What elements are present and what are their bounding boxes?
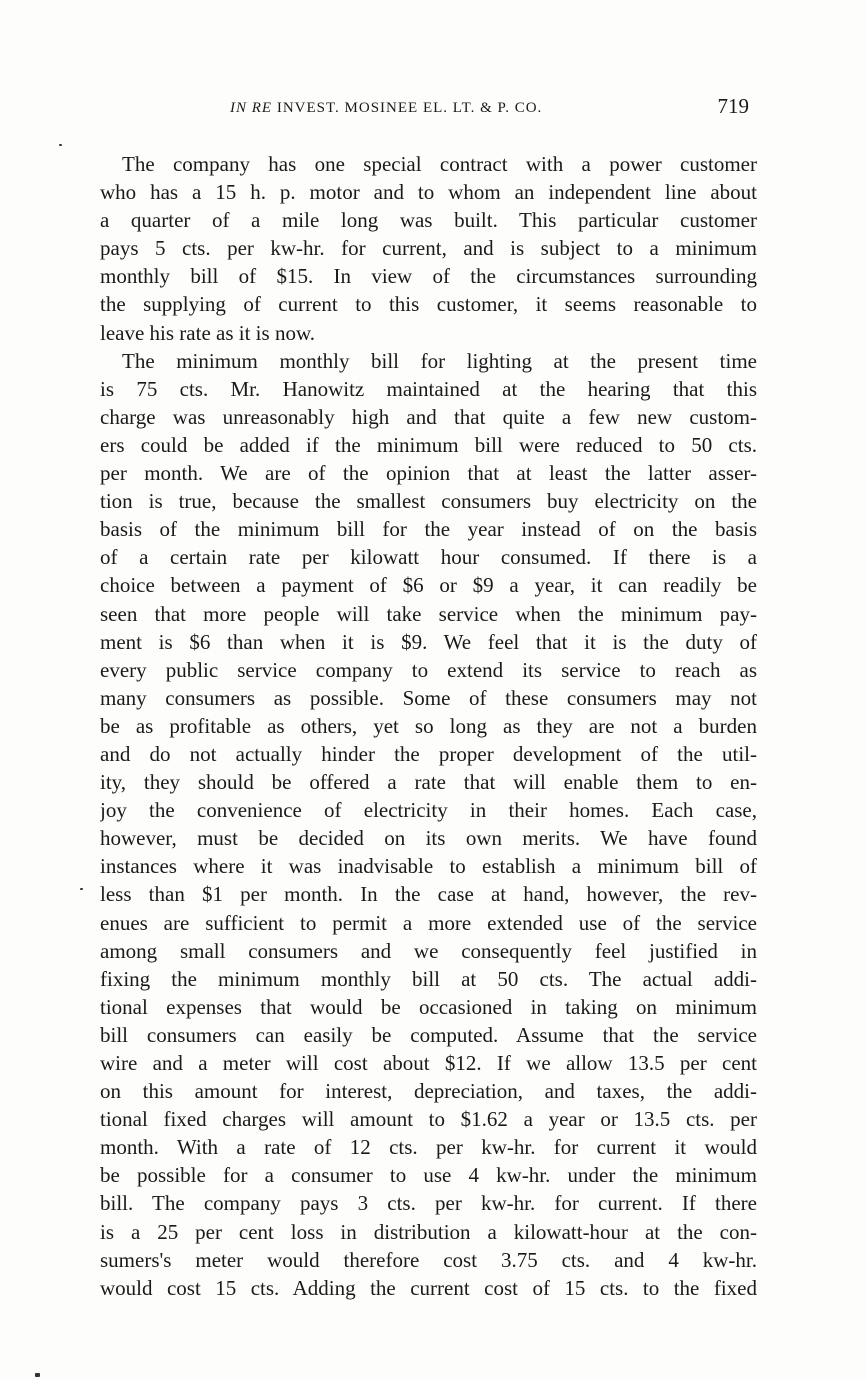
- text-line: and do not actually hinder the proper development of the util-: [100, 741, 757, 766]
- text-line: less than $1 per month. In the case at hand, however, the rev-: [100, 882, 757, 907]
- text-line: wire and a meter will cost about $12. If we allow 13.5 per cent: [100, 1051, 757, 1075]
- text-line: a quarter of a mile long was built. This particular customer: [100, 208, 757, 233]
- paragraph-1: [100, 150, 757, 347]
- text-line: tion is true, because the smallest consumers buy electricity on the: [100, 489, 757, 514]
- text-line: tional fixed charges will amount to $1.62 a year or 13.5 cts. per: [100, 1107, 757, 1132]
- body-text: [100, 150, 757, 1302]
- text-line: among small consumers and we consequently feel justified in: [100, 938, 757, 963]
- running-head: [100, 94, 755, 124]
- text-line: on this amount for interest, depreciation, and taxes, the addi-: [100, 1079, 757, 1104]
- text-line: per month. We are of the opinion that at least the latter asser-: [100, 461, 757, 486]
- print-speck: [59, 144, 62, 146]
- text-line: month. With a rate of 12 cts. per kw-hr. for current it would: [100, 1135, 757, 1160]
- text-line: be possible for a consumer to use 4 kw-hr. under the minimum: [100, 1163, 757, 1188]
- text-line: ity, they should be offered a rate that will enable them to en-: [100, 770, 757, 795]
- running-title: [230, 100, 542, 117]
- text-line: fixing the minimum monthly bill at 50 cts. The actual addi-: [100, 966, 757, 991]
- text-line: the supplying of current to this customer, it seems reasonable to: [100, 292, 757, 317]
- text-line: The minimum monthly bill for lighting at the present time: [122, 348, 757, 373]
- text-line: bill. The company pays 3 cts. per kw-hr. for current. If there: [100, 1191, 757, 1216]
- text-line: who has a 15 h. p. motor and to whom an independent line about: [100, 180, 757, 205]
- text-line: joy the convenience of electricity in their homes. Each case,: [100, 798, 757, 823]
- text-line: sumers's meter would therefore cost 3.75 cts. and 4 kw-hr.: [100, 1247, 757, 1272]
- text-line: would cost 15 cts. Adding the current cost of 15 cts. to the fixed: [100, 1275, 757, 1300]
- text-line: enues are sufficient to permit a more extended use of the service: [100, 910, 757, 935]
- text-line: of a certain rate per kilowatt hour consumed. If there is a: [100, 545, 757, 570]
- paragraph-2: [100, 347, 757, 1302]
- text-line: ers could be added if the minimum bill were reduced to 50 cts.: [100, 432, 757, 457]
- text-line: The company has one special contract with a power customer: [122, 152, 757, 176]
- text-line: every public service company to extend its service to reach as: [100, 657, 757, 682]
- text-line: bill consumers can easily be computed. Assume that the service: [100, 1022, 757, 1047]
- running-title-text: INVEST. MOSINEE EL. LT. & P. CO.: [276, 100, 543, 116]
- text-line: tional expenses that would be occasioned in taking on minimum: [100, 994, 757, 1019]
- text-line: seen that more people will take service when the minimum pay-: [100, 601, 757, 626]
- text-line: basis of the minimum bill for the year instead of on the basis: [100, 517, 757, 542]
- text-line: pays 5 cts. per kw-hr. for current, and is subject to a minimum: [100, 236, 757, 261]
- text-line: leave his rate as it is now.: [100, 320, 315, 345]
- text-line: is 75 cts. Mr. Hanowitz maintained at the hearing that this: [100, 376, 757, 401]
- text-line: be as profitable as others, yet so long as they are not a burden: [100, 713, 757, 738]
- text-line: many consumers as possible. Some of these consumers may not: [100, 685, 757, 710]
- page-number: 719: [717, 94, 749, 118]
- text-line: however, must be decided on its own merits. We have found: [100, 826, 757, 851]
- print-speck: [35, 1373, 40, 1377]
- text-line: charge was unreasonably high and that quite a few new custom-: [100, 404, 757, 429]
- print-speck: [80, 888, 83, 890]
- text-line: ment is $6 than when it is $9. We feel that it is the duty of: [100, 629, 757, 654]
- text-line: instances where it was inadvisable to establish a minimum bill of: [100, 854, 757, 879]
- text-line: is a 25 per cent loss in distribution a kilowatt-hour at the con-: [100, 1219, 757, 1244]
- text-line: choice between a payment of $6 or $9 a year, it can readily be: [100, 573, 757, 598]
- running-title-italic: IN RE: [230, 100, 273, 116]
- text-line: monthly bill of $15. In view of the circumstances surrounding: [100, 264, 757, 289]
